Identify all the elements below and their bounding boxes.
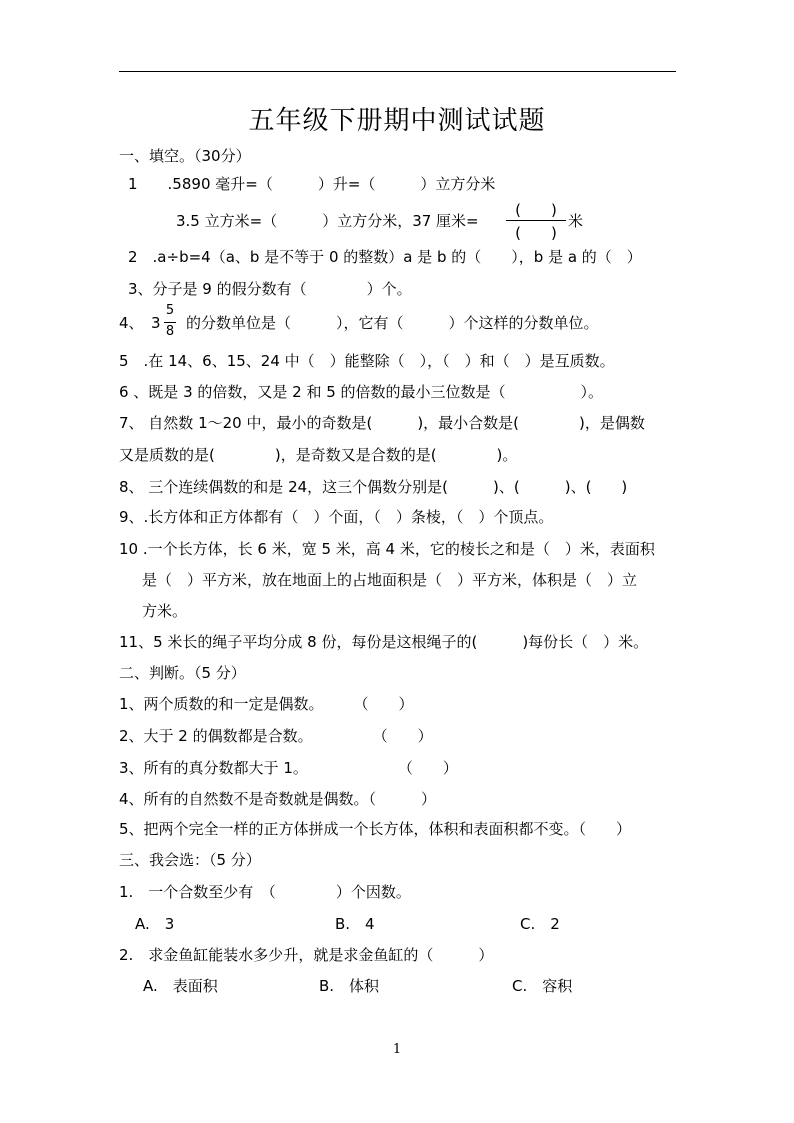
question-9: 9、.长方体和正方体都有（ ）个面，（ ）条棱，（ ）个顶点。: [119, 508, 554, 526]
question-11: 11、5 米长的绳子平均分成 8 份，每份是这根绳子的( )每份长（ ）米。: [119, 633, 649, 651]
section-header-fill: 一、填空。（30分）: [119, 147, 251, 165]
judge-question-4: 4、所有的自然数不是奇数就是偶数。（ ）: [119, 790, 437, 808]
q1b-fraction-bar: [506, 220, 566, 221]
choose-q2-option-a: A. 表面积: [143, 977, 218, 995]
q1b-fraction-denominator: ( ): [515, 224, 557, 242]
question-3: 3、分子是 9 的假分数有（ ）个。: [128, 280, 412, 298]
judge-question-1: 1、两个质数的和一定是偶数。 （ ）: [119, 695, 414, 713]
choose-q2-option-b: B. 体积: [319, 977, 380, 995]
header-rule: [119, 71, 676, 72]
section-header-choose: 三、我会选：（5 分）: [119, 851, 261, 869]
question-4-prefix: 4、 3: [119, 314, 161, 332]
q4-fraction-bar: [164, 322, 176, 323]
choose-question-1: 1. 一个合数至少有 （ ）个因数。: [119, 883, 411, 901]
judge-question-3: 3、所有的真分数都大于 1。 （ ）: [119, 759, 458, 777]
page-title: 五年级下册期中测试试题: [248, 106, 546, 136]
q4-fraction-numerator: 5: [165, 303, 175, 318]
question-1b: 3.5 立方米=（ ）立方分米，37 厘米=: [176, 212, 479, 230]
question-1a: 1 .5890 毫升=（ ）升=（ ）立方分米: [128, 175, 496, 193]
section-header-judge: 二、判断。（5 分）: [119, 664, 246, 682]
question-10c: 方米。: [142, 602, 188, 620]
question-4-text: 的分数单位是（ ），它有（ ）个这样的分数单位。: [186, 314, 599, 332]
choose-q1-option-b: B. 4: [335, 915, 375, 933]
q1b-fraction-numerator: ( ): [515, 201, 557, 219]
question-2: 2 .a÷b=4（a、b 是不等于 0 的整数）a 是 b 的（ ），b 是 a 的（ ）: [128, 248, 642, 266]
judge-question-5: 5、把两个完全一样的正方体拼成一个长方体，体积和表面积都不变。（ ）: [119, 820, 632, 838]
question-7a: 7、 自然数 1～20 中，最小的奇数是( )，最小合数是( )，是偶数: [119, 414, 645, 432]
judge-question-2: 2、大于 2 的偶数都是合数。 （ ）: [119, 727, 433, 745]
question-7b: 又是质数的是( )，是奇数又是合数的是( )。: [119, 446, 518, 464]
question-6: 6 、既是 3 的倍数，又是 2 和 5 的倍数的最小三位数是（ ）。: [119, 383, 604, 401]
page-number: 1: [392, 1042, 402, 1057]
choose-q2-option-c: C. 容积: [512, 977, 573, 995]
question-10b: 是（ ）平方米，放在地面上的占地面积是（ ）平方米，体积是（ ）立: [142, 571, 638, 589]
choose-q1-option-c: C. 2: [520, 915, 560, 933]
question-8: 8、 三个连续偶数的和是 24，这三个偶数分别是( )、( )、( ): [119, 478, 628, 496]
choose-question-2: 2. 求金鱼缸能装水多少升，就是求金鱼缸的（ ）: [119, 946, 494, 964]
question-5: 5 .在 14、6、15、24 中（ ）能整除（ ），（ ）和（ ）是互质数。: [119, 352, 615, 370]
q1b-unit: 米: [568, 212, 584, 230]
question-10a: 10 .一个长方体，长 6 米，宽 5 米，高 4 米，它的棱长之和是（ ）米，表面积: [119, 540, 655, 558]
q4-fraction-denominator: 8: [165, 324, 175, 339]
choose-q1-option-a: A. 3: [135, 915, 175, 933]
